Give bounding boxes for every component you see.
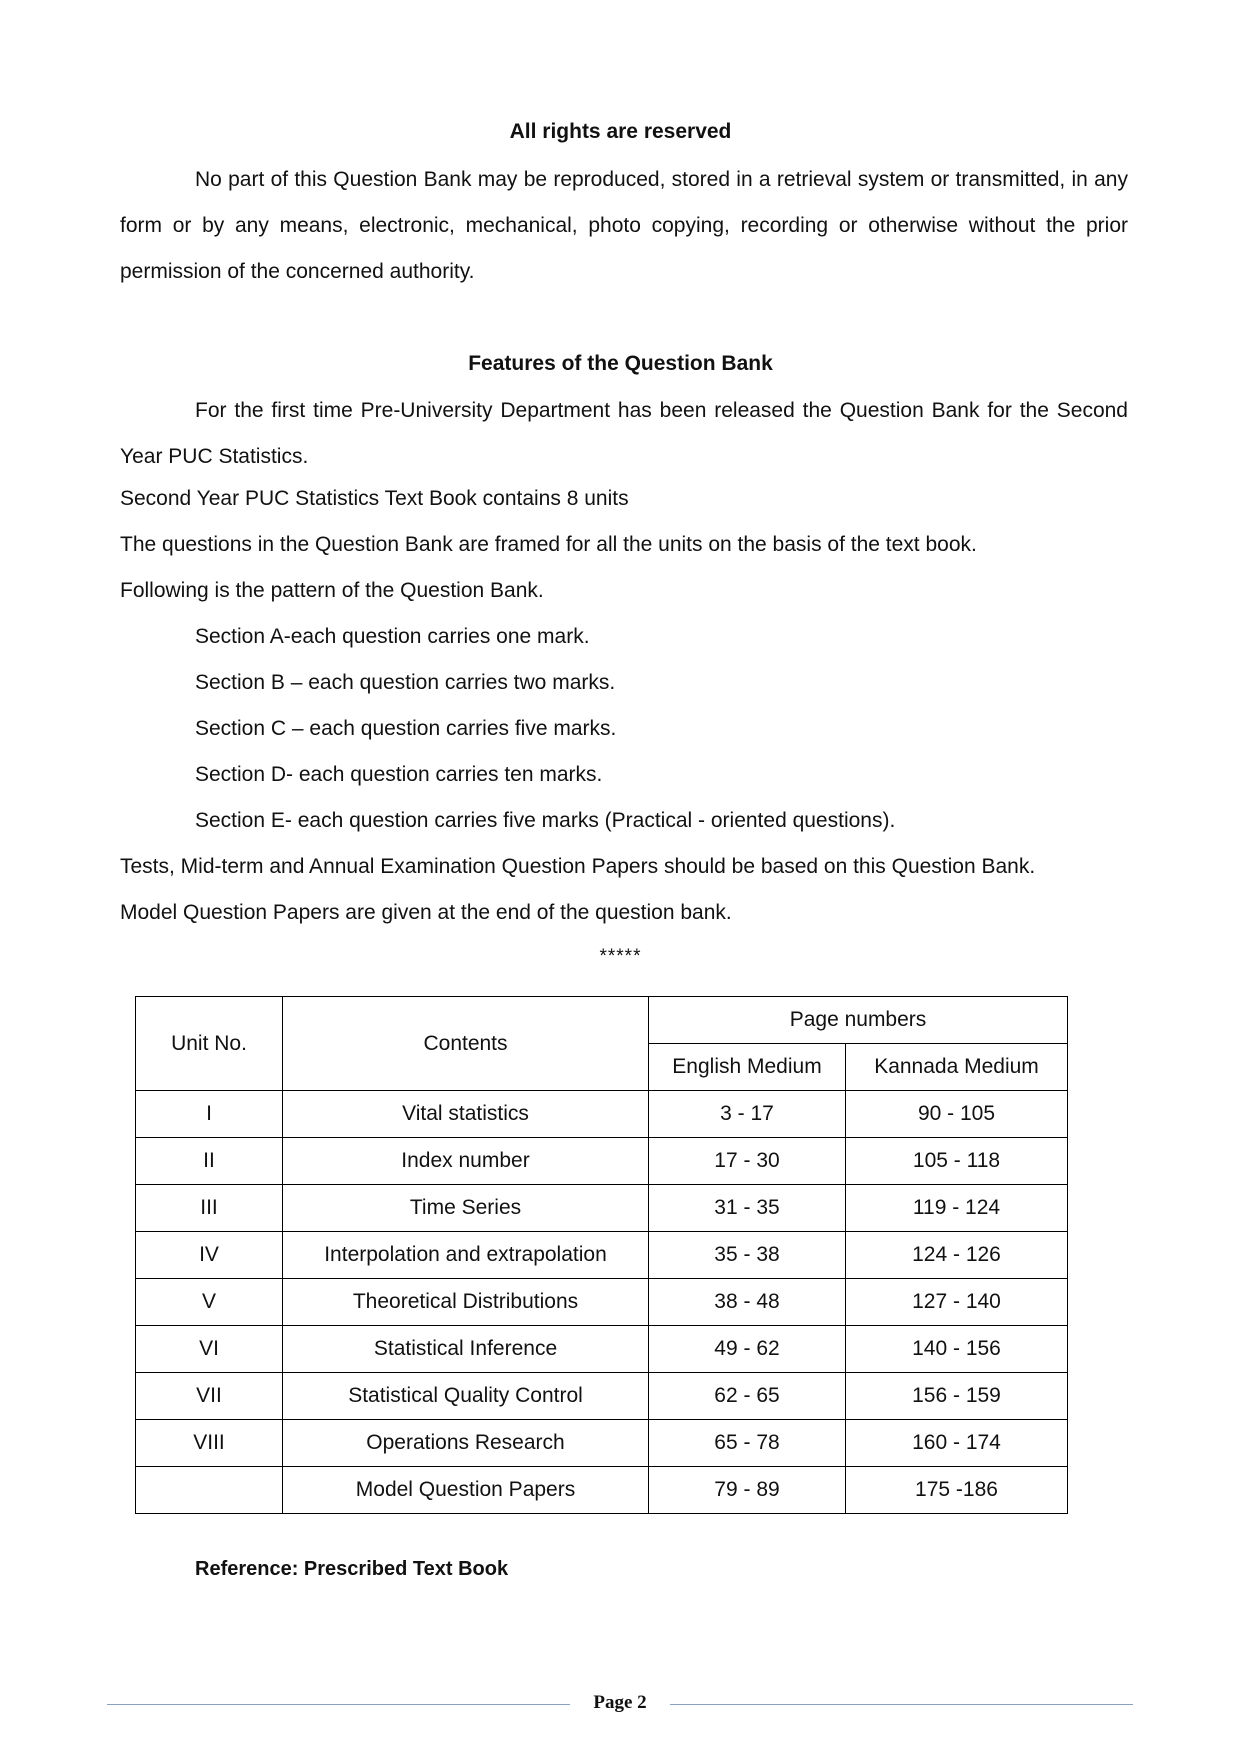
contents-cell: Model Question Papers [283, 1467, 649, 1514]
framing-line: The questions in the Question Bank are framed for all the units on the basis of the text book. [120, 533, 977, 556]
unit-cell: III [136, 1185, 283, 1232]
english-pages-cell: 49 - 62 [649, 1326, 846, 1373]
unit-cell: VI [136, 1326, 283, 1373]
page-number: Page 2 [593, 1692, 647, 1713]
unit-cell: VII [136, 1373, 283, 1420]
contents-cell: Interpolation and extrapolation [283, 1232, 649, 1279]
table-header-row [136, 997, 1068, 1044]
rights-heading: All rights are reserved [509, 120, 732, 143]
reference-note: Reference: Prescribed Text Book [195, 1558, 509, 1580]
section-c-line: Section C – each question carries five marks. [195, 717, 617, 740]
section-a-line: Section A-each question carries one mark. [195, 625, 590, 648]
unit-cell: IV [136, 1232, 283, 1279]
english-pages-cell: 38 - 48 [649, 1279, 846, 1326]
english-medium-header: English Medium [649, 1044, 846, 1091]
pattern-line: Following is the pattern of the Question Bank. [120, 579, 544, 602]
english-pages-cell: 31 - 35 [649, 1185, 846, 1232]
table-row [136, 1138, 1068, 1185]
table-row [136, 1232, 1068, 1279]
table-row [136, 1185, 1068, 1232]
unit-cell [136, 1467, 283, 1514]
table-row [136, 1467, 1068, 1514]
unit-cell: VIII [136, 1420, 283, 1467]
contents-cell: Theoretical Distributions [283, 1279, 649, 1326]
kannada-pages-cell: 124 - 126 [846, 1232, 1068, 1279]
features-intro: For the first time Pre-University Department has been released the Question Bank for the Second Year PUC Statistics. [120, 399, 1128, 468]
table-row [136, 1373, 1068, 1420]
unit-no-header: Unit No. [136, 997, 283, 1091]
unit-cell: I [136, 1091, 283, 1138]
section-b-line: Section B – each question carries two marks. [195, 671, 616, 694]
page-numbers-header: Page numbers [649, 997, 1068, 1044]
rights-paragraph: No part of this Question Bank may be reproduced, stored in a retrieval system or transmitted, in any form or by any means, electronic, mechanical, photo copying, recording or otherwise without the prior permission of the concerned authority. [120, 168, 1128, 283]
kannada-pages-cell: 175 -186 [846, 1467, 1068, 1514]
kannada-pages-cell: 160 - 174 [846, 1420, 1068, 1467]
tests-line: Tests, Mid-term and Annual Examination Question Papers should be based on this Question Bank. [120, 855, 1036, 878]
unit-cell: II [136, 1138, 283, 1185]
contents-header: Contents [283, 997, 649, 1091]
kannada-pages-cell: 140 - 156 [846, 1326, 1068, 1373]
kannada-medium-header: Kannada Medium [846, 1044, 1068, 1091]
english-pages-cell: 17 - 30 [649, 1138, 846, 1185]
unit-cell: V [136, 1279, 283, 1326]
units-table [135, 996, 1068, 1514]
english-pages-cell: 3 - 17 [649, 1091, 846, 1138]
model-papers-line: Model Question Papers are given at the end of the question bank. [120, 901, 732, 924]
footer-rule-left [107, 1704, 570, 1705]
table-row [136, 1420, 1068, 1467]
english-pages-cell: 35 - 38 [649, 1232, 846, 1279]
kannada-pages-cell: 105 - 118 [846, 1138, 1068, 1185]
contents-cell: Vital statistics [283, 1091, 649, 1138]
kannada-pages-cell: 127 - 140 [846, 1279, 1068, 1326]
table-row [136, 1091, 1068, 1138]
section-e-line: Section E- each question carries five marks (Practical - oriented questions). [195, 809, 896, 832]
footer-rule-right [670, 1704, 1133, 1705]
english-pages-cell: 79 - 89 [649, 1467, 846, 1514]
table-row [136, 1279, 1068, 1326]
contents-cell: Time Series [283, 1185, 649, 1232]
units-count-line: Second Year PUC Statistics Text Book contains 8 units [120, 487, 629, 510]
contents-cell: Index number [283, 1138, 649, 1185]
kannada-pages-cell: 156 - 159 [846, 1373, 1068, 1420]
contents-cell: Statistical Inference [283, 1326, 649, 1373]
kannada-pages-cell: 90 - 105 [846, 1091, 1068, 1138]
contents-cell: Operations Research [283, 1420, 649, 1467]
section-d-line: Section D- each question carries ten marks. [195, 763, 603, 786]
english-pages-cell: 62 - 65 [649, 1373, 846, 1420]
table-row [136, 1326, 1068, 1373]
features-heading: Features of the Question Bank [468, 352, 773, 375]
english-pages-cell: 65 - 78 [649, 1420, 846, 1467]
contents-cell: Statistical Quality Control [283, 1373, 649, 1420]
kannada-pages-cell: 119 - 124 [846, 1185, 1068, 1232]
separator-stars: ***** [599, 946, 642, 967]
